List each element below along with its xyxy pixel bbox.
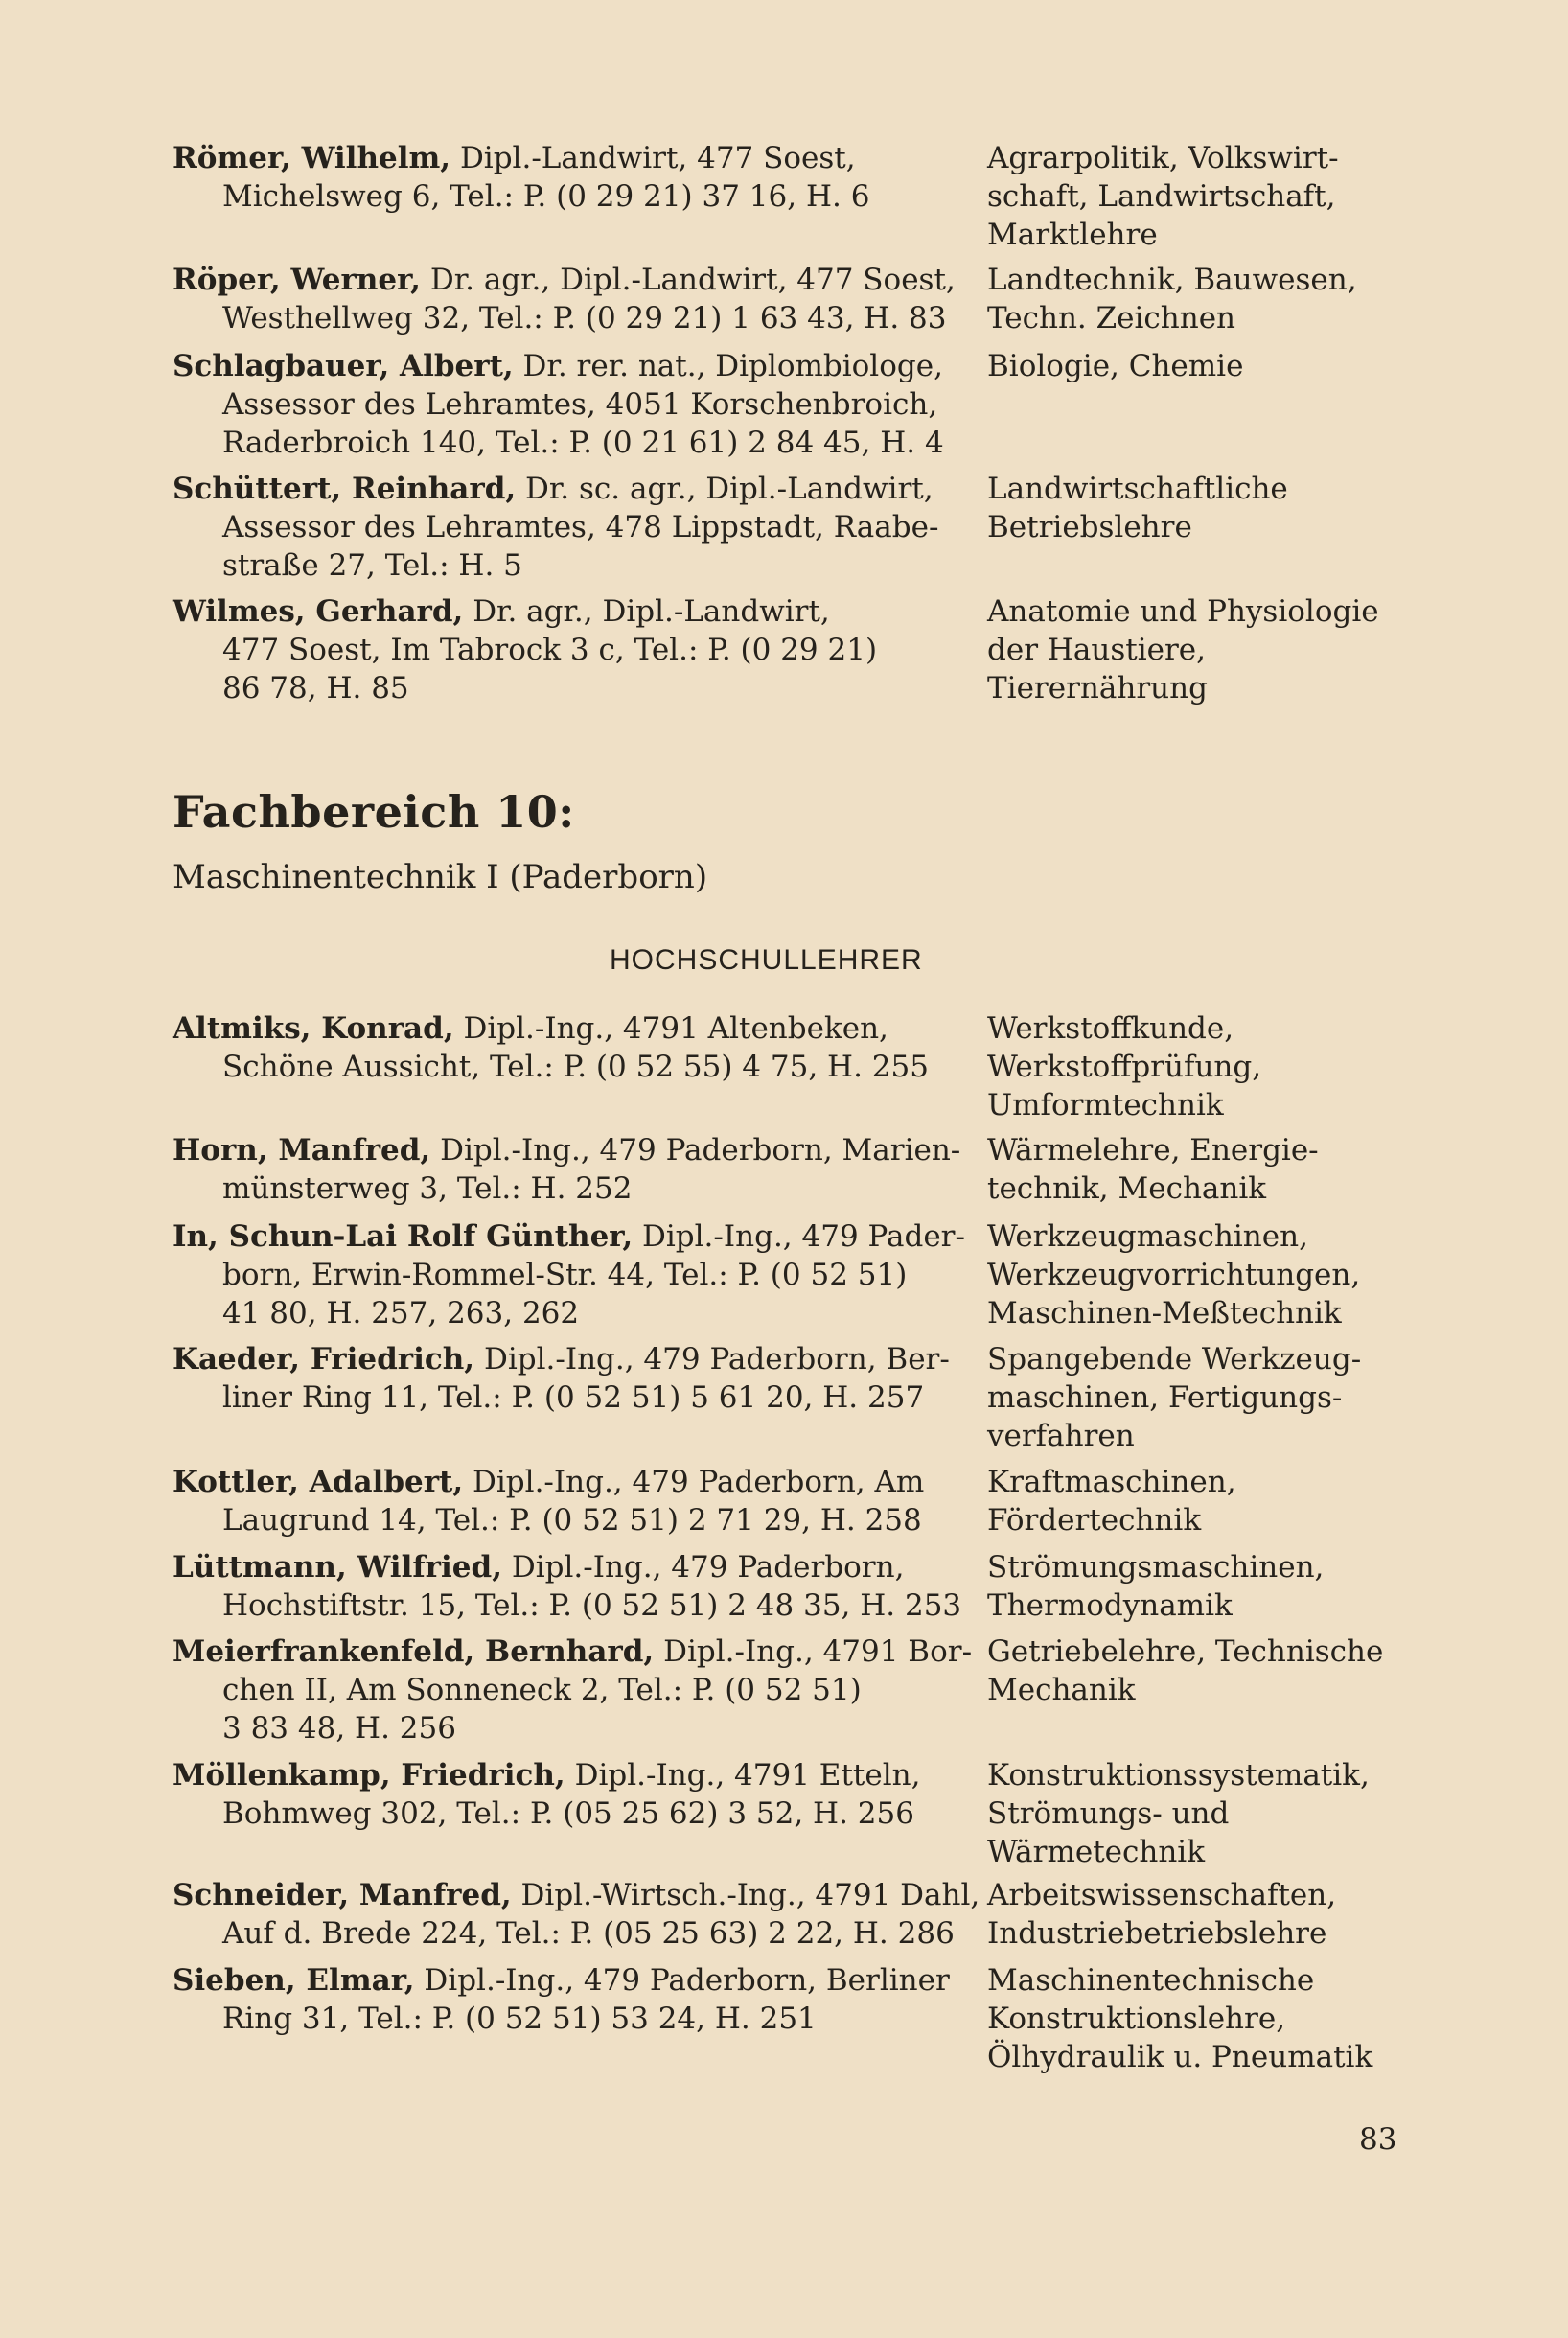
entry-address: Meierfrankenfeld, Bernhard, Dipl.-Ing., 4791 Bor- chen II, Am Sonneneck 2, Tel.: P. (0 52 51) 3 83 48, H. 256 (173, 1634, 973, 1746)
entry-name: Möllenkamp, Friedrich, (173, 1758, 565, 1793)
entry-address: Altmiks, Konrad, Dipl.-Ing., 4791 Altenbeken, Schöne Aussicht, Tel.: P. (0 52 55) 4 75, H. 255 (173, 1011, 929, 1084)
entry-name: In, Schun-Lai Rolf Günther, (173, 1219, 634, 1254)
entry-subjects: Strömungsmaschinen, Thermodynamik (987, 1550, 1325, 1623)
entry-subjects: Konstruktionssystematik, Strömungs- und Wärmetechnik (987, 1758, 1370, 1869)
entry-name: Meierfrankenfeld, Bernhard, (173, 1634, 655, 1669)
entry-address: Kaeder, Friedrich, Dipl.-Ing., 479 Paderborn, Ber- liner Ring 11, Tel.: P. (0 52 51) 5 61 20, H. 257 (173, 1342, 950, 1415)
entry-address: In, Schun-Lai Rolf Günther, Dipl.-Ing., 479 Pader- born, Erwin-Rommel-Str. 44, Tel.: P. (0 52 51) 41 80, H. 257, 263, 262 (173, 1219, 965, 1331)
entry-subjects: Maschinentechnische Konstruktionslehre, Ölhydraulik u. Pneumatik (987, 1963, 1373, 2074)
entry-subjects: Landwirtschaftliche Betriebslehre (987, 472, 1288, 544)
entry-name: Altmiks, Konrad, (173, 1011, 454, 1046)
entry-address: Schüttert, Reinhard, Dr. sc. agr., Dipl.-Landwirt, Assessor des Lehramtes, 478 Lippstadt, Raabe- straße 27, Tel.: H. 5 (173, 472, 939, 583)
entry-subjects: Arbeitswissenschaften, Industriebetriebslehre (987, 1878, 1337, 1951)
entry-name: Römer, Wilhelm, (173, 141, 451, 175)
entry-name: Sieben, Elmar, (173, 1963, 415, 1998)
entry-subjects: Kraftmaschinen, Fördertechnik (987, 1465, 1236, 1538)
entry-address: Schneider, Manfred, Dipl.-Wirtsch.-Ing., 4791 Dahl, Auf d. Brede 224, Tel.: P. (05 25 63) 2 22, H. 286 (173, 1878, 980, 1951)
entry-subjects: Werkstoffkunde, Werkstoffprüfung, Umformtechnik (987, 1011, 1262, 1123)
entry-name: Schüttert, Reinhard, (173, 472, 517, 506)
entry-address: Lüttmann, Wilfried, Dipl.-Ing., 479 Paderborn, Hochstiftstr. 15, Tel.: P. (0 52 51) 2 48 35, H. 253 (173, 1550, 962, 1623)
entry-address: Röper, Werner, Dr. agr., Dipl.-Landwirt, 477 Soest, Westhellweg 32, Tel.: P. (0 29 21) 1 63 43, H. 83 (173, 263, 956, 336)
entry-name: Röper, Werner, (173, 263, 421, 297)
entry-subjects: Biologie, Chemie (987, 349, 1244, 383)
entry-address: Wilmes, Gerhard, Dr. agr., Dipl.-Landwirt, 477 Soest, Im Tabrock 3 c, Tel.: P. (0 29 21) 86 78, H. 85 (173, 594, 878, 706)
entry-name: Wilmes, Gerhard, (173, 594, 464, 629)
group-heading: HOCHSCHULLEHRER (610, 944, 923, 976)
entry-subjects: Anatomie und Physiologie der Haustiere, Tierernährung (987, 594, 1379, 706)
entry-name: Horn, Manfred, (173, 1133, 431, 1168)
entry-address: Römer, Wilhelm, Dipl.-Landwirt, 477 Soest, Michelsweg 6, Tel.: P. (0 29 21) 37 16, H. 6 (173, 141, 870, 214)
entry-address: Sieben, Elmar, Dipl.-Ing., 479 Paderborn, Berliner Ring 31, Tel.: P. (0 52 51) 53 24, H. 251 (173, 1963, 950, 2036)
section-heading: Fachbereich 10: (173, 786, 575, 838)
entry-name: Schlagbauer, Albert, (173, 349, 514, 383)
entry-address: Schlagbauer, Albert, Dr. rer. nat., Diplombiologe, Assessor des Lehramtes, 4051 Korschenbroich, Raderbroich 140, Tel.: P. (0 21 61) 2 84 45, H. 4 (173, 349, 944, 460)
entry-name: Lüttmann, Wilfried, (173, 1550, 502, 1585)
entry-address: Horn, Manfred, Dipl.-Ing., 479 Paderborn, Marien- münsterweg 3, Tel.: H. 252 (173, 1133, 961, 1206)
section-subtitle: Maschinentechnik I (Paderborn) (173, 858, 708, 896)
entry-address: Kottler, Adalbert, Dipl.-Ing., 479 Paderborn, Am Laugrund 14, Tel.: P. (0 52 51) 2 71 29, H. 258 (173, 1465, 925, 1538)
entry-subjects: Landtechnik, Bauwesen, Techn. Zeichnen (987, 263, 1357, 336)
entry-address: Möllenkamp, Friedrich, Dipl.-Ing., 4791 Etteln, Bohmweg 302, Tel.: P. (05 25 62) 3 52, H. 256 (173, 1758, 921, 1831)
entry-subjects: Werkzeugmaschinen, Werkzeugvorrichtungen, Maschinen-Meßtechnik (987, 1219, 1361, 1331)
entry-name: Schneider, Manfred, (173, 1878, 512, 1912)
entry-subjects: Wärmelehre, Energie- technik, Mechanik (987, 1133, 1319, 1206)
entry-name: Kaeder, Friedrich, (173, 1342, 475, 1377)
page-number: 83 (1359, 2122, 1397, 2157)
entry-subjects: Agrarpolitik, Volkswirt- schaft, Landwirtschaft, Marktlehre (987, 141, 1339, 252)
entry-subjects: Getriebelehre, Technische Mechanik (987, 1634, 1384, 1707)
entry-subjects: Spangebende Werkzeug- maschinen, Fertigungs- verfahren (987, 1342, 1362, 1453)
entry-name: Kottler, Adalbert, (173, 1465, 464, 1499)
